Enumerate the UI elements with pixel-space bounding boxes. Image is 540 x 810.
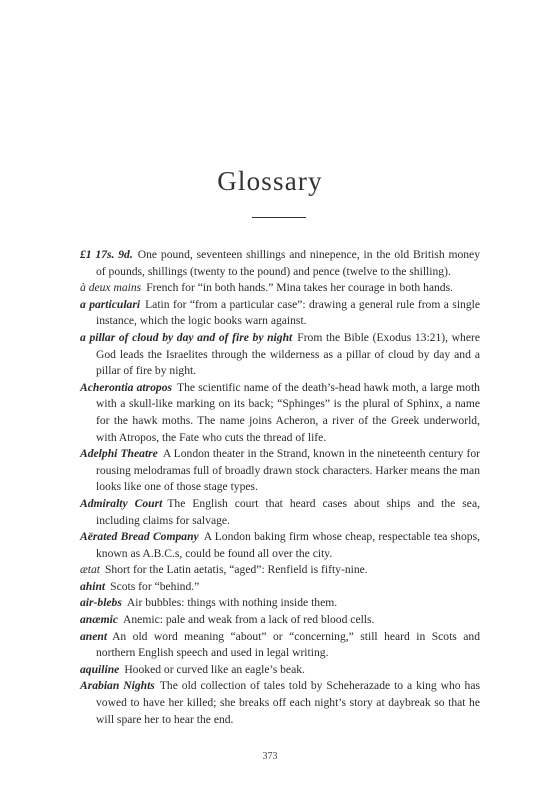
glossary-term: à deux mains bbox=[80, 281, 142, 295]
glossary-definition: The old collection of tales told by Scheherazade to a king who has vowed to have her killed; she breaks off each night’s story at daybreak so that he will spare her to hear the end. bbox=[96, 679, 480, 726]
glossary-term: Arabian Nights bbox=[80, 679, 155, 693]
glossary-term: ahint bbox=[80, 579, 106, 593]
glossary-entry bbox=[80, 280, 480, 297]
glossary-term: anæmic bbox=[80, 613, 119, 627]
glossary-term: air-blebs bbox=[80, 596, 122, 610]
glossary-entry bbox=[80, 496, 480, 529]
glossary-definition: Air bubbles: things with nothing inside them. bbox=[126, 596, 338, 610]
glossary-definition: An old word meaning “about” or “concerning,” still heard in Scots and northern English speech and used in legal writing. bbox=[96, 629, 480, 660]
glossary-definition: A London theater in the Strand, known in the nineteenth century for rousing melodramas full of broadly drawn stock characters. Harker means the man looks like one of those stage types. bbox=[96, 447, 480, 494]
glossary-definition: From the Bible (Exodus 13:21), where God leads the Israelites through the wilderness as a pillar of cloud by day and a pillar of fire by night. bbox=[96, 330, 480, 378]
title-rule bbox=[252, 217, 306, 218]
glossary-definition: The scientific name of the death’s-head hawk moth, a large moth with a skull-like marking on its back; “Sphinges” is the plural of Sphinx, a name for the hawk moths. The name joins Acheron, a river of the Greek underworld, with Atropos, the Fate who cuts the thread of life. bbox=[96, 380, 480, 444]
glossary-entry bbox=[80, 297, 480, 330]
page-title: Glossary bbox=[217, 166, 323, 196]
glossary-definition: Anemic: pale and weak from a lack of red blood cells. bbox=[123, 613, 375, 627]
glossary-term: aquiline bbox=[80, 662, 120, 676]
glossary-entry bbox=[80, 562, 480, 579]
glossary-term: Admiralty Court bbox=[80, 496, 163, 510]
glossary-entry bbox=[80, 446, 480, 496]
glossary-entry bbox=[80, 595, 480, 612]
glossary-entry bbox=[80, 629, 480, 662]
glossary-term: anent bbox=[80, 629, 108, 643]
glossary-entry bbox=[80, 579, 480, 596]
glossary-definition: One pound, seventeen shillings and ninepence, in the old British money of pounds, shillings (twenty to the pound) and pence (twelve to the shilling). bbox=[96, 248, 480, 278]
glossary-entry bbox=[80, 247, 480, 280]
glossary-definition: Short for the Latin aetatis, “aged”: Renfield is fifty-nine. bbox=[104, 563, 368, 577]
glossary-term: a particulari bbox=[80, 297, 141, 311]
glossary-term: Acherontia atropos bbox=[80, 380, 173, 394]
glossary-term: a pillar of cloud by day and of fire by night bbox=[80, 330, 293, 344]
glossary-entry bbox=[80, 529, 480, 562]
glossary-term: £1 17s. 9d. bbox=[80, 248, 133, 261]
glossary-term: Aërated Bread Company bbox=[80, 530, 199, 544]
glossary-definition: Scots for “behind.” bbox=[110, 579, 200, 593]
glossary-definition: A London baking firm whose cheap, respectable tea shops, known as A.B.C.s, could be found all over the city. bbox=[96, 530, 480, 560]
glossary-entry bbox=[80, 380, 480, 446]
glossary-term: Adelphi Theatre bbox=[80, 447, 158, 461]
glossary-term: ætat bbox=[80, 563, 100, 577]
glossary-list bbox=[80, 247, 480, 728]
glossary-definition: French for “in both hands.” Mina takes her courage in both hands. bbox=[146, 281, 454, 295]
page-number: 373 bbox=[262, 751, 278, 762]
glossary-entry bbox=[80, 612, 480, 629]
glossary-entry bbox=[80, 330, 480, 380]
glossary-definition: The English court that heard cases about ships and the sea, including claims for salvage. bbox=[96, 496, 480, 527]
glossary-definition: Latin for “from a particular case”: drawing a general rule from a single instance, which the logic books warn against. bbox=[96, 297, 480, 328]
glossary-definition: Hooked or curved like an eagle’s beak. bbox=[124, 662, 305, 676]
glossary-entry bbox=[80, 662, 480, 679]
glossary-entry bbox=[80, 678, 480, 728]
